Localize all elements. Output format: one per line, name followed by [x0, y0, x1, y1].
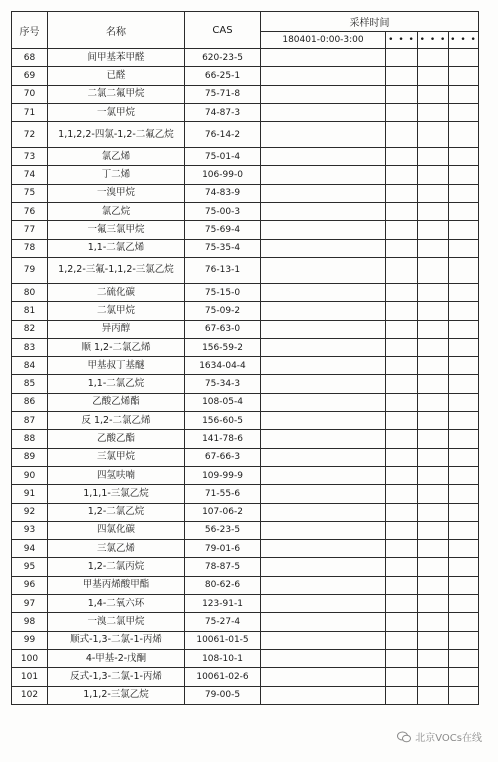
- row-index: 69: [12, 67, 48, 85]
- row-index: 75: [12, 184, 48, 202]
- row-sample-cell: [449, 122, 479, 148]
- row-cas-number: 108-05-4: [185, 393, 261, 411]
- row-sample-cell: [386, 166, 418, 184]
- row-sample-cell: [386, 448, 418, 466]
- row-index: 101: [12, 668, 48, 686]
- row-cas-number: 75-09-2: [185, 302, 261, 320]
- row-sample-cell: [261, 613, 386, 631]
- row-sample-cell: [386, 540, 418, 558]
- row-sample-cell: [418, 576, 449, 594]
- row-sample-cell: [261, 357, 386, 375]
- row-index: 94: [12, 540, 48, 558]
- row-sample-cell: [261, 430, 386, 448]
- row-sample-cell: [261, 103, 386, 121]
- table-row: [12, 430, 479, 448]
- row-sample-cell: [261, 412, 386, 430]
- row-sample-cell: [386, 595, 418, 613]
- row-sample-cell: [386, 320, 418, 338]
- row-sample-cell: [261, 540, 386, 558]
- row-cas-number: 66-25-1: [185, 67, 261, 85]
- row-compound-name: 1,2,2-三氟-1,1,2-三氯乙烷: [48, 257, 185, 283]
- row-sample-cell: [261, 631, 386, 649]
- table-row: [12, 148, 479, 166]
- row-cas-number: 78-87-5: [185, 558, 261, 576]
- row-sample-cell: [386, 375, 418, 393]
- row-compound-name: 甲基叔丁基醚: [48, 357, 185, 375]
- row-sample-cell: [386, 668, 418, 686]
- row-compound-name: 已醛: [48, 67, 185, 85]
- row-sample-cell: [386, 302, 418, 320]
- table-row: [12, 357, 479, 375]
- table-row: [12, 668, 479, 686]
- row-compound-name: 二硫化碳: [48, 283, 185, 301]
- row-sample-cell: [386, 686, 418, 704]
- row-sample-cell: [418, 595, 449, 613]
- row-sample-cell: [449, 631, 479, 649]
- row-cas-number: 156-60-5: [185, 412, 261, 430]
- sampling-period-more: • • •: [386, 32, 418, 49]
- row-compound-name: 间甲基苯甲醛: [48, 49, 185, 67]
- row-sample-cell: [449, 184, 479, 202]
- row-sample-cell: [418, 649, 449, 667]
- row-cas-number: 75-01-4: [185, 148, 261, 166]
- row-sample-cell: [386, 649, 418, 667]
- row-compound-name: 顺 1,2-二氯乙烯: [48, 338, 185, 356]
- row-index: 80: [12, 283, 48, 301]
- table-row: [12, 448, 479, 466]
- row-sample-cell: [261, 649, 386, 667]
- row-cas-number: 67-63-0: [185, 320, 261, 338]
- row-cas-number: 109-99-9: [185, 466, 261, 484]
- row-index: 100: [12, 649, 48, 667]
- row-sample-cell: [418, 67, 449, 85]
- table-row: [12, 521, 479, 539]
- row-sample-cell: [449, 430, 479, 448]
- row-sample-cell: [449, 148, 479, 166]
- row-compound-name: 二氯二氟甲烷: [48, 85, 185, 103]
- row-compound-name: 一氟三氯甲烷: [48, 221, 185, 239]
- row-sample-cell: [449, 221, 479, 239]
- row-sample-cell: [449, 466, 479, 484]
- row-index: 82: [12, 320, 48, 338]
- row-compound-name: 三氯乙烯: [48, 540, 185, 558]
- row-compound-name: 乙酸乙烯酯: [48, 393, 185, 411]
- row-compound-name: 顺式-1,3-二氯-1-丙烯: [48, 631, 185, 649]
- row-sample-cell: [261, 148, 386, 166]
- row-compound-name: 反式-1,3-二氯-1-丙烯: [48, 668, 185, 686]
- row-sample-cell: [418, 257, 449, 283]
- table-row: [12, 466, 479, 484]
- row-compound-name: 1,1,2-三氯乙烷: [48, 686, 185, 704]
- row-sample-cell: [418, 103, 449, 121]
- row-sample-cell: [449, 257, 479, 283]
- row-sample-cell: [418, 375, 449, 393]
- row-compound-name: 1,2-二氯丙烷: [48, 558, 185, 576]
- row-index: 83: [12, 338, 48, 356]
- row-sample-cell: [418, 540, 449, 558]
- row-sample-cell: [418, 122, 449, 148]
- row-sample-cell: [449, 540, 479, 558]
- table-row: [12, 503, 479, 521]
- row-sample-cell: [418, 203, 449, 221]
- header-cas: CAS: [185, 12, 261, 49]
- row-sample-cell: [386, 412, 418, 430]
- row-sample-cell: [386, 103, 418, 121]
- row-sample-cell: [386, 122, 418, 148]
- watermark: [397, 729, 482, 744]
- row-sample-cell: [261, 393, 386, 411]
- row-sample-cell: [386, 221, 418, 239]
- row-cas-number: 56-23-5: [185, 521, 261, 539]
- row-index: 70: [12, 85, 48, 103]
- row-compound-name: 1,4-二氧六环: [48, 595, 185, 613]
- row-sample-cell: [449, 448, 479, 466]
- row-sample-cell: [418, 613, 449, 631]
- row-sample-cell: [449, 85, 479, 103]
- table-row: [12, 631, 479, 649]
- row-sample-cell: [449, 485, 479, 503]
- row-sample-cell: [449, 283, 479, 301]
- row-compound-name: 丁二烯: [48, 166, 185, 184]
- row-cas-number: 75-34-3: [185, 375, 261, 393]
- row-sample-cell: [418, 148, 449, 166]
- row-cas-number: 106-99-0: [185, 166, 261, 184]
- row-compound-name: 1,2-二氯乙烷: [48, 503, 185, 521]
- row-cas-number: 74-87-3: [185, 103, 261, 121]
- row-sample-cell: [449, 166, 479, 184]
- table-row: [12, 485, 479, 503]
- row-sample-cell: [418, 448, 449, 466]
- row-cas-number: 10061-01-5: [185, 631, 261, 649]
- row-sample-cell: [386, 239, 418, 257]
- row-cas-number: 75-15-0: [185, 283, 261, 301]
- row-sample-cell: [261, 49, 386, 67]
- row-sample-cell: [418, 357, 449, 375]
- row-sample-cell: [449, 686, 479, 704]
- row-sample-cell: [418, 239, 449, 257]
- row-index: 91: [12, 485, 48, 503]
- table-row: [12, 595, 479, 613]
- row-cas-number: 10061-02-6: [185, 668, 261, 686]
- row-compound-name: 异丙醇: [48, 320, 185, 338]
- table-row: [12, 103, 479, 121]
- table-row: [12, 257, 479, 283]
- row-index: 76: [12, 203, 48, 221]
- table-row: [12, 540, 479, 558]
- row-index: 85: [12, 375, 48, 393]
- row-sample-cell: [386, 521, 418, 539]
- row-sample-cell: [261, 283, 386, 301]
- row-cas-number: 1634-04-4: [185, 357, 261, 375]
- row-cas-number: 75-35-4: [185, 239, 261, 257]
- row-sample-cell: [261, 203, 386, 221]
- header-name: 名称: [48, 12, 185, 49]
- row-compound-name: 1,1-二氯乙烷: [48, 375, 185, 393]
- row-sample-cell: [261, 558, 386, 576]
- row-cas-number: 76-14-2: [185, 122, 261, 148]
- table-row: [12, 375, 479, 393]
- row-sample-cell: [449, 521, 479, 539]
- row-sample-cell: [418, 558, 449, 576]
- row-sample-cell: [418, 485, 449, 503]
- sampling-period-1: 180401-0:00-3:00: [261, 32, 386, 49]
- row-sample-cell: [386, 430, 418, 448]
- row-index: 87: [12, 412, 48, 430]
- row-index: 89: [12, 448, 48, 466]
- row-index: 77: [12, 221, 48, 239]
- row-compound-name: 三氯甲烷: [48, 448, 185, 466]
- sampling-period-more: • • •: [449, 32, 479, 49]
- row-sample-cell: [449, 649, 479, 667]
- row-compound-name: 一溴甲烷: [48, 184, 185, 202]
- row-cas-number: 75-27-4: [185, 613, 261, 631]
- row-cas-number: 156-59-2: [185, 338, 261, 356]
- row-sample-cell: [418, 85, 449, 103]
- row-compound-name: 四氢呋喃: [48, 466, 185, 484]
- row-index: 88: [12, 430, 48, 448]
- table-row: [12, 320, 479, 338]
- row-index: 73: [12, 148, 48, 166]
- row-sample-cell: [261, 221, 386, 239]
- row-cas-number: 123-91-1: [185, 595, 261, 613]
- row-sample-cell: [261, 595, 386, 613]
- row-sample-cell: [261, 85, 386, 103]
- watermark-text: 北京VOCs在线: [415, 733, 482, 744]
- row-compound-name: 4-甲基-2-戊酮: [48, 649, 185, 667]
- row-cas-number: 67-66-3: [185, 448, 261, 466]
- row-sample-cell: [449, 375, 479, 393]
- row-compound-name: 二氯甲烷: [48, 302, 185, 320]
- row-sample-cell: [261, 338, 386, 356]
- row-index: 84: [12, 357, 48, 375]
- row-sample-cell: [418, 466, 449, 484]
- row-compound-name: 甲基丙烯酸甲酯: [48, 576, 185, 594]
- row-sample-cell: [449, 103, 479, 121]
- row-index: 97: [12, 595, 48, 613]
- row-cas-number: 80-62-6: [185, 576, 261, 594]
- table-row: [12, 558, 479, 576]
- table-row: [12, 412, 479, 430]
- table-row: [12, 686, 479, 704]
- row-index: 68: [12, 49, 48, 67]
- row-sample-cell: [261, 466, 386, 484]
- row-index: 71: [12, 103, 48, 121]
- row-index: 95: [12, 558, 48, 576]
- row-sample-cell: [261, 503, 386, 521]
- table-row: [12, 302, 479, 320]
- table-row: [12, 122, 479, 148]
- row-sample-cell: [418, 668, 449, 686]
- row-sample-cell: [261, 576, 386, 594]
- row-sample-cell: [386, 503, 418, 521]
- row-cas-number: 79-00-5: [185, 686, 261, 704]
- row-cas-number: 75-71-8: [185, 85, 261, 103]
- table-body: [12, 49, 479, 705]
- row-index: 86: [12, 393, 48, 411]
- row-compound-name: 氯乙烯: [48, 148, 185, 166]
- row-cas-number: 75-00-3: [185, 203, 261, 221]
- row-sample-cell: [261, 485, 386, 503]
- row-sample-cell: [386, 631, 418, 649]
- row-index: 99: [12, 631, 48, 649]
- row-cas-number: 141-78-6: [185, 430, 261, 448]
- row-sample-cell: [418, 686, 449, 704]
- row-index: 81: [12, 302, 48, 320]
- wechat-icon: [397, 731, 411, 743]
- row-compound-name: 一溴二氯甲烷: [48, 613, 185, 631]
- row-sample-cell: [449, 302, 479, 320]
- table-row: [12, 49, 479, 67]
- row-sample-cell: [386, 485, 418, 503]
- row-index: 98: [12, 613, 48, 631]
- table-row: [12, 184, 479, 202]
- row-sample-cell: [386, 576, 418, 594]
- row-sample-cell: [386, 184, 418, 202]
- row-index: 79: [12, 257, 48, 283]
- row-index: 102: [12, 686, 48, 704]
- row-sample-cell: [386, 85, 418, 103]
- row-cas-number: 79-01-6: [185, 540, 261, 558]
- row-sample-cell: [418, 283, 449, 301]
- row-compound-name: 1,1-二氯乙烯: [48, 239, 185, 257]
- row-sample-cell: [386, 283, 418, 301]
- row-sample-cell: [261, 668, 386, 686]
- row-sample-cell: [386, 203, 418, 221]
- row-index: 92: [12, 503, 48, 521]
- row-sample-cell: [418, 320, 449, 338]
- row-sample-cell: [418, 221, 449, 239]
- row-sample-cell: [449, 393, 479, 411]
- table-row: [12, 576, 479, 594]
- row-sample-cell: [449, 49, 479, 67]
- row-sample-cell: [418, 302, 449, 320]
- row-compound-name: 1,1,2,2-四氯-1,2-二氟乙烷: [48, 122, 185, 148]
- row-compound-name: 氯乙烷: [48, 203, 185, 221]
- table-row: [12, 613, 479, 631]
- row-sample-cell: [418, 631, 449, 649]
- row-cas-number: 71-55-6: [185, 485, 261, 503]
- row-cas-number: 620-23-5: [185, 49, 261, 67]
- row-sample-cell: [386, 558, 418, 576]
- row-sample-cell: [386, 466, 418, 484]
- row-sample-cell: [261, 166, 386, 184]
- row-sample-cell: [261, 302, 386, 320]
- row-sample-cell: [449, 595, 479, 613]
- table-row: [12, 649, 479, 667]
- row-sample-cell: [418, 430, 449, 448]
- row-sample-cell: [449, 412, 479, 430]
- row-sample-cell: [386, 49, 418, 67]
- row-index: 96: [12, 576, 48, 594]
- row-compound-name: 一氯甲烷: [48, 103, 185, 121]
- row-sample-cell: [449, 668, 479, 686]
- row-sample-cell: [386, 338, 418, 356]
- row-sample-cell: [418, 503, 449, 521]
- table-row: [12, 338, 479, 356]
- row-cas-number: 74-83-9: [185, 184, 261, 202]
- row-index: 93: [12, 521, 48, 539]
- row-sample-cell: [449, 320, 479, 338]
- table-row: [12, 221, 479, 239]
- row-sample-cell: [261, 122, 386, 148]
- row-sample-cell: [261, 239, 386, 257]
- table-row: [12, 393, 479, 411]
- row-sample-cell: [418, 393, 449, 411]
- row-sample-cell: [261, 686, 386, 704]
- row-sample-cell: [418, 184, 449, 202]
- table-row: [12, 203, 479, 221]
- row-sample-cell: [261, 184, 386, 202]
- row-cas-number: 76-13-1: [185, 257, 261, 283]
- row-sample-cell: [261, 320, 386, 338]
- row-sample-cell: [449, 67, 479, 85]
- row-sample-cell: [386, 67, 418, 85]
- row-sample-cell: [449, 338, 479, 356]
- table-header-row: [12, 12, 479, 32]
- table-row: [12, 67, 479, 85]
- row-sample-cell: [449, 576, 479, 594]
- row-cas-number: 108-10-1: [185, 649, 261, 667]
- row-sample-cell: [386, 257, 418, 283]
- table-row: [12, 166, 479, 184]
- row-sample-cell: [386, 148, 418, 166]
- row-sample-cell: [418, 166, 449, 184]
- row-sample-cell: [261, 257, 386, 283]
- row-index: 90: [12, 466, 48, 484]
- sampling-period-more: • • •: [418, 32, 449, 49]
- row-index: 78: [12, 239, 48, 257]
- row-compound-name: 乙酸乙酯: [48, 430, 185, 448]
- row-sample-cell: [449, 503, 479, 521]
- table-row: [12, 239, 479, 257]
- row-sample-cell: [418, 338, 449, 356]
- row-sample-cell: [418, 49, 449, 67]
- row-sample-cell: [449, 613, 479, 631]
- row-sample-cell: [449, 558, 479, 576]
- row-index: 72: [12, 122, 48, 148]
- row-sample-cell: [449, 239, 479, 257]
- row-sample-cell: [418, 521, 449, 539]
- row-cas-number: 107-06-2: [185, 503, 261, 521]
- header-index: 序号: [12, 12, 48, 49]
- table-row: [12, 85, 479, 103]
- table-row: [12, 283, 479, 301]
- row-sample-cell: [261, 375, 386, 393]
- voc-sampling-table: [11, 11, 479, 705]
- row-compound-name: 四氯化碳: [48, 521, 185, 539]
- row-sample-cell: [261, 67, 386, 85]
- row-sample-cell: [386, 393, 418, 411]
- row-index: 74: [12, 166, 48, 184]
- row-cas-number: 75-69-4: [185, 221, 261, 239]
- row-sample-cell: [386, 613, 418, 631]
- row-compound-name: 反 1,2-二氯乙烯: [48, 412, 185, 430]
- row-sample-cell: [449, 203, 479, 221]
- row-compound-name: 1,1,1-三氯乙烷: [48, 485, 185, 503]
- row-sample-cell: [418, 412, 449, 430]
- row-sample-cell: [261, 448, 386, 466]
- row-sample-cell: [261, 521, 386, 539]
- header-sampling-time: 采样时间: [261, 12, 479, 32]
- row-sample-cell: [449, 357, 479, 375]
- row-sample-cell: [386, 357, 418, 375]
